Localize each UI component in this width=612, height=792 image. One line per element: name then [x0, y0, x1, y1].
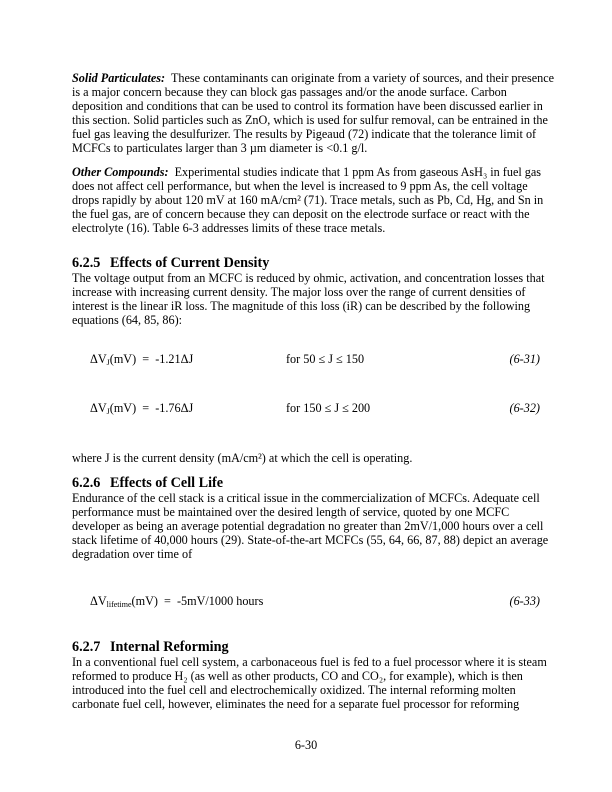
- eq-subscript: J: [106, 407, 110, 416]
- text-line: reformed to produce H₂ (as well as other products, CO and CO₂, for example), which is then: [72, 669, 523, 683]
- paragraph-where-j: [72, 451, 412, 465]
- text-line: fuel gas leaving the desulfurizer. The results by Pigeaud (72) indicate that the tolerance limit of: [72, 127, 537, 141]
- text-line: performance must be maintained over the desired length of service, quoted by one MCFC: [72, 505, 510, 519]
- text-line: equations (64, 85, 86):: [72, 313, 183, 327]
- eq-rhs: (mV) = -1.21ΔJ: [109, 352, 194, 366]
- lead-solid-particulates: Solid Particulates:: [72, 71, 166, 85]
- eq-lhs: ΔV: [90, 352, 107, 366]
- heading-6-2-7: [72, 639, 229, 656]
- section-number: 6.2.6: [72, 475, 101, 491]
- paragraph-internal-reforming: [72, 655, 547, 711]
- eq-number: (6-31): [509, 352, 540, 366]
- text-line: developer as being an average potential degradation no greater than 2mV/1,000 hours over a cell: [72, 519, 544, 533]
- section-title: Internal Reforming: [110, 639, 229, 655]
- text-line: MCFCs to particulates larger than 3 µm diameter is <0.1 g/l.: [72, 141, 368, 155]
- section-number: 6.2.5: [72, 255, 101, 271]
- text-line: the fuel gas, are of concern because they can deposit on the electrode surface or react with the: [72, 207, 530, 221]
- section-title: Effects of Current Density: [110, 255, 270, 271]
- text-line: introduced into the fuel cell and electrochemically oxidized. The internal reforming molten: [72, 683, 516, 697]
- section-title: Effects of Cell Life: [110, 475, 224, 491]
- text-line: deposition and conditions that can be used to control its formation have been discussed earlier in: [72, 99, 543, 113]
- eq-subscript: J: [106, 358, 110, 367]
- equation-6-31: [90, 352, 540, 366]
- paragraph-cell-life: [72, 491, 548, 561]
- text-line: increase with increasing current density. The major loss over the range of current densities of: [72, 285, 526, 299]
- text-line: does not affect cell performance, but when the level is increased to 9 ppm As, the cell voltage: [72, 179, 528, 193]
- heading-6-2-5: [72, 255, 269, 272]
- eq-lhs: ΔV: [90, 401, 107, 415]
- text-line: The voltage output from an MCFC is reduced by ohmic, activation, and concentration losses that: [72, 271, 545, 285]
- paragraph-current-density: [72, 271, 545, 327]
- eq-number: (6-33): [509, 594, 540, 608]
- lead-other-compounds: Other Compounds:: [72, 165, 169, 179]
- paragraph-other-compounds: [72, 165, 543, 235]
- eq-condition: for 150 ≤ J ≤ 200: [286, 401, 371, 415]
- text-line: Experimental studies indicate that 1 ppm As from gaseous AsH₃ in fuel gas: [168, 165, 542, 179]
- equation-6-33: [90, 594, 540, 608]
- eq-number: (6-32): [509, 401, 540, 415]
- text-line: is a major concern because they can block gas passages and/or the anode surface. Carbon: [72, 85, 507, 99]
- text-line: this section. Solid particles such as ZnO, which is used for sulfur removal, can be entrained in the: [72, 113, 548, 127]
- text-line: stack lifetime of 40,000 hours (29). State-of-the-art MCFCs (55, 64, 66, 87, 88) depict an average: [72, 533, 549, 547]
- eq-lhs: ΔV: [90, 594, 107, 608]
- text-line: degradation over time of: [72, 547, 193, 561]
- text-line: In a conventional fuel cell system, a carbonaceous fuel is fed to a fuel processor where it is steam: [72, 655, 547, 669]
- text-line: Endurance of the cell stack is a critical issue in the commercialization of MCFCs. Adequate cell: [72, 491, 540, 505]
- eq-rhs: (mV) = -5mV/1000 hours: [131, 594, 264, 608]
- eq-condition: for 50 ≤ J ≤ 150: [286, 352, 365, 366]
- text-line: carbonate fuel cell, however, eliminates the need for a separate fuel processor for reforming: [72, 697, 520, 711]
- equation-6-32: [90, 401, 540, 415]
- section-number: 6.2.7: [72, 639, 101, 655]
- text-line: where J is the current density (mA/cm²) at which the cell is operating.: [72, 451, 413, 465]
- heading-6-2-6: [72, 475, 223, 492]
- text-line: These contaminants can originate from a variety of sources, and their presence: [165, 71, 555, 85]
- paragraph-solid-particulates: [72, 71, 554, 155]
- text-line: interest is the linear iR loss. The magnitude of this loss (iR) can be described by the following: [72, 299, 531, 313]
- page-number: 6-30: [294, 738, 318, 752]
- text-line: electrolyte (16). Table 6-3 addresses limits of these trace metals.: [72, 221, 386, 235]
- eq-rhs: (mV) = -1.76ΔJ: [109, 401, 194, 415]
- eq-subscript: lifetime: [106, 600, 132, 609]
- text-line: drops rapidly by about 120 mV at 160 mA/cm² (71). Trace metals, such as Pb, Cd, Hg, and Sn in: [72, 193, 544, 207]
